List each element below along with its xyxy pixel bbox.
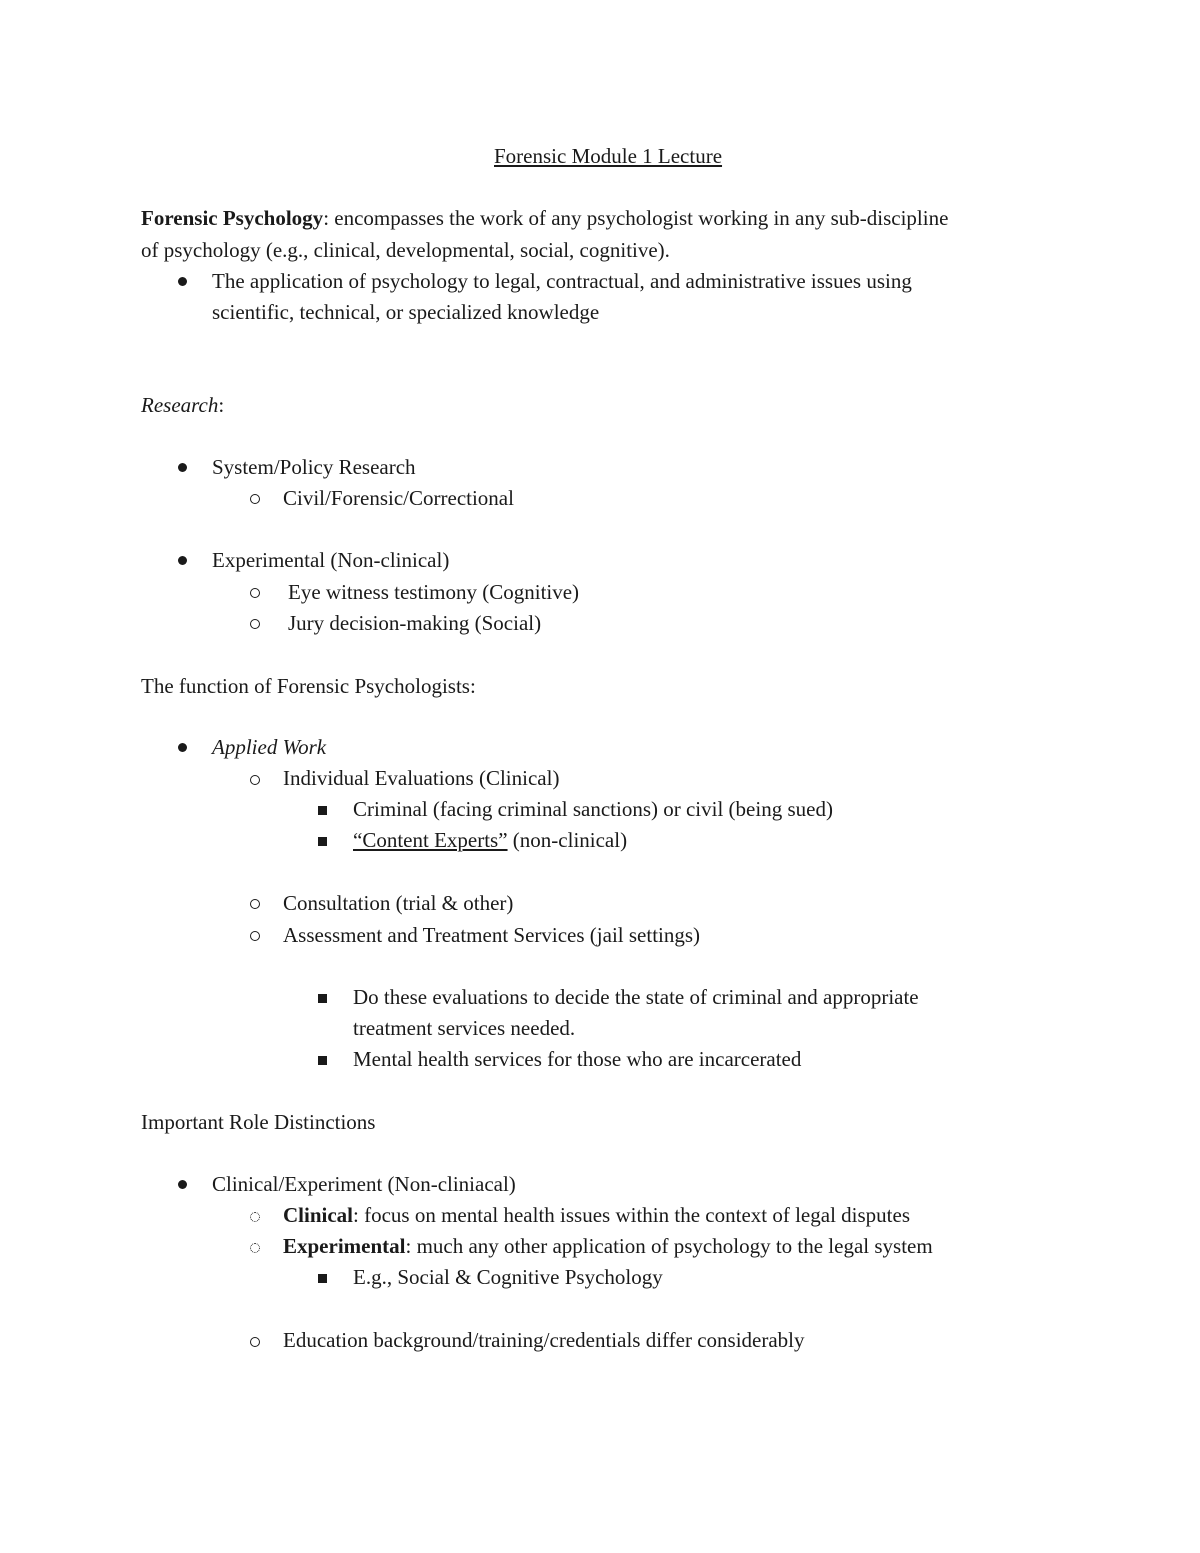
research-subitem-eyewitness: Eye witness testimony (Cognitive) — [288, 580, 580, 604]
bullet-disc — [178, 743, 187, 752]
roles-heading: Important Role Distinctions — [141, 1110, 376, 1134]
definition-bullet-line-2: scientific, technical, or specialized knowledge — [212, 300, 600, 324]
definition-text: : encompasses the work of any psychologist working in any sub-discipline — [323, 206, 949, 230]
bullet-disc — [178, 463, 187, 472]
bullet-circle — [250, 899, 260, 909]
research-item-experimental: Experimental (Non-clinical) — [212, 548, 450, 572]
bullet-square — [318, 806, 327, 815]
function-do-these-line-2: treatment services needed. — [353, 1016, 576, 1040]
roles-eg: E.g., Social & Cognitive Psychology — [353, 1265, 663, 1289]
definition-line-1 — [141, 208, 948, 229]
bullet-circle — [250, 1337, 260, 1347]
definition-line-2: of psychology (e.g., clinical, developmental, social, cognitive). — [141, 238, 670, 262]
roles-experimental: Experimental: much any other application of psychology to the legal system — [283, 1234, 933, 1258]
definition-bullet-line-1: The application of psychology to legal, contractual, and administrative issues using — [212, 269, 912, 293]
bullet-circle — [250, 619, 260, 629]
roles-item-clinical-experiment: Clinical/Experiment (Non-cliniacal) — [212, 1172, 516, 1196]
bullet-disc — [178, 556, 187, 565]
function-individual-evaluations: Individual Evaluations (Clinical) — [283, 766, 560, 790]
function-criminal: Criminal (facing criminal sanctions) or civil (being sued) — [353, 797, 833, 821]
bullet-circle — [250, 931, 260, 941]
research-subitem-civil: Civil/Forensic/Correctional — [283, 486, 514, 510]
bullet-square — [318, 837, 327, 846]
research-heading: Research: — [141, 393, 225, 417]
bullet-square — [318, 1274, 327, 1283]
document-title: Forensic Module 1 Lecture — [494, 144, 723, 168]
function-consultation: Consultation (trial & other) — [283, 891, 514, 915]
research-item-system-policy: System/Policy Research — [212, 455, 416, 479]
bullet-circle — [250, 494, 260, 504]
function-do-these-line-1: Do these evaluations to decide the state of criminal and appropriate — [353, 985, 919, 1009]
function-assessment: Assessment and Treatment Services (jail settings) — [283, 923, 701, 947]
research-subitem-jury: Jury decision-making (Social) — [288, 611, 542, 635]
bullet-circle — [250, 775, 260, 785]
bullet-square — [318, 1056, 327, 1065]
function-content-experts: “Content Experts” (non-clinical) — [353, 828, 628, 852]
bullet-disc — [178, 277, 187, 286]
definition-term: Forensic Psychology — [141, 206, 324, 230]
bullet-square — [318, 994, 327, 1003]
bullet-dotted-circle — [250, 1243, 260, 1253]
roles-education: Education background/training/credentials differ considerably — [283, 1328, 805, 1352]
bullet-dotted-circle — [250, 1212, 260, 1222]
function-mental-health: Mental health services for those who are incarcerated — [353, 1047, 802, 1071]
bullet-circle — [250, 588, 260, 598]
roles-clinical: Clinical: focus on mental health issues within the context of legal disputes — [283, 1203, 910, 1227]
function-applied-work: Applied Work — [212, 735, 327, 759]
function-heading: The function of Forensic Psychologists: — [141, 674, 476, 698]
bullet-disc — [178, 1180, 187, 1189]
